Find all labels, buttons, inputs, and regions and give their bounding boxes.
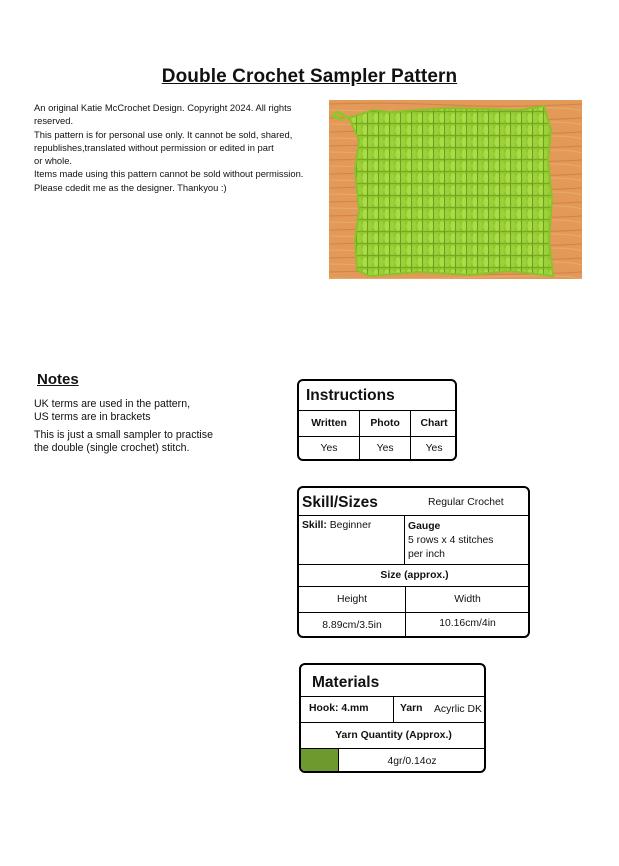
page-title: Double Crochet Sampler Pattern xyxy=(161,66,458,87)
instructions-card xyxy=(297,379,457,461)
yarn-label: Yarn xyxy=(400,703,423,714)
copyright-line: or whole. xyxy=(34,155,73,167)
size-label-row xyxy=(299,586,530,613)
materials-heading: Materials xyxy=(312,674,380,691)
notes-text: This is just a small sampler to practise xyxy=(34,429,213,441)
materials-card xyxy=(299,663,486,773)
notes-text: the double (single crochet) stitch. xyxy=(34,442,190,454)
notes-section xyxy=(34,398,264,460)
yarn-value: Acyrlic DK xyxy=(434,704,482,715)
instructions-heading: Instructions xyxy=(306,387,395,404)
quantity-value: 4gr/0.14oz xyxy=(387,756,437,767)
quantity-heading: Yarn Quantity (Approx.) xyxy=(301,722,486,749)
table-cell: Yes xyxy=(411,436,457,461)
notes-text: US terms are in brackets xyxy=(34,411,151,423)
yarn-swatch xyxy=(301,749,338,773)
copyright-line: reserved. xyxy=(34,115,74,127)
gauge-cell xyxy=(408,520,493,562)
hook-value: 4.mm xyxy=(341,703,369,714)
table-header: Written xyxy=(299,411,360,437)
skill-sizes-card xyxy=(297,486,530,638)
gauge-value: per inch xyxy=(408,549,445,560)
copyright-line: Items made using this pattern cannot be sold without permission. xyxy=(34,168,304,180)
hook-label: Hook: xyxy=(309,703,339,714)
copyright-notice xyxy=(34,101,334,194)
copyright-line: An original Katie McCrochet Design. Copyright 2024. All rights xyxy=(34,102,292,113)
table-header: Chart xyxy=(411,411,457,437)
skill-cell xyxy=(302,520,371,531)
table-cell: Yes xyxy=(299,436,360,461)
skill-level: Regular Crochet xyxy=(428,497,504,508)
copyright-line: Please cdedit me as the designer. Thankyou :) xyxy=(34,181,227,193)
table-header: Photo xyxy=(360,411,411,437)
notes-heading: Notes xyxy=(37,371,79,388)
copyright-line: This pattern is for personal use only. It cannot be sold, shared, xyxy=(34,128,293,140)
skill-gauge-row xyxy=(299,515,530,565)
notes-sampler xyxy=(34,429,264,455)
size-value-row xyxy=(299,612,530,638)
size-heading: Size (approx.) xyxy=(299,564,530,587)
notes-terms xyxy=(34,398,264,424)
table-cell: Yes xyxy=(360,436,411,461)
width-label: Width xyxy=(454,594,481,605)
height-value: 8.89cm/3.5in xyxy=(322,620,382,631)
skill-label: Skill: xyxy=(302,520,327,531)
yarn-cell xyxy=(400,703,423,714)
skill-value: Beginner xyxy=(329,520,372,531)
skill-sizes-heading: Skill/Sizes xyxy=(302,494,378,511)
copyright-line: republishes,translated without permission or edited in part xyxy=(34,141,274,153)
gauge-label: Gauge xyxy=(408,521,441,532)
gauge-value: 5 rows x 4 stitches xyxy=(408,535,494,546)
sampler-photo xyxy=(329,100,582,279)
hook-cell xyxy=(309,703,368,714)
height-label: Height xyxy=(336,594,368,605)
instructions-table xyxy=(299,410,457,461)
width-value: 10.16cm/4in xyxy=(439,618,496,629)
notes-text: UK terms are used in the pattern, xyxy=(34,398,191,410)
